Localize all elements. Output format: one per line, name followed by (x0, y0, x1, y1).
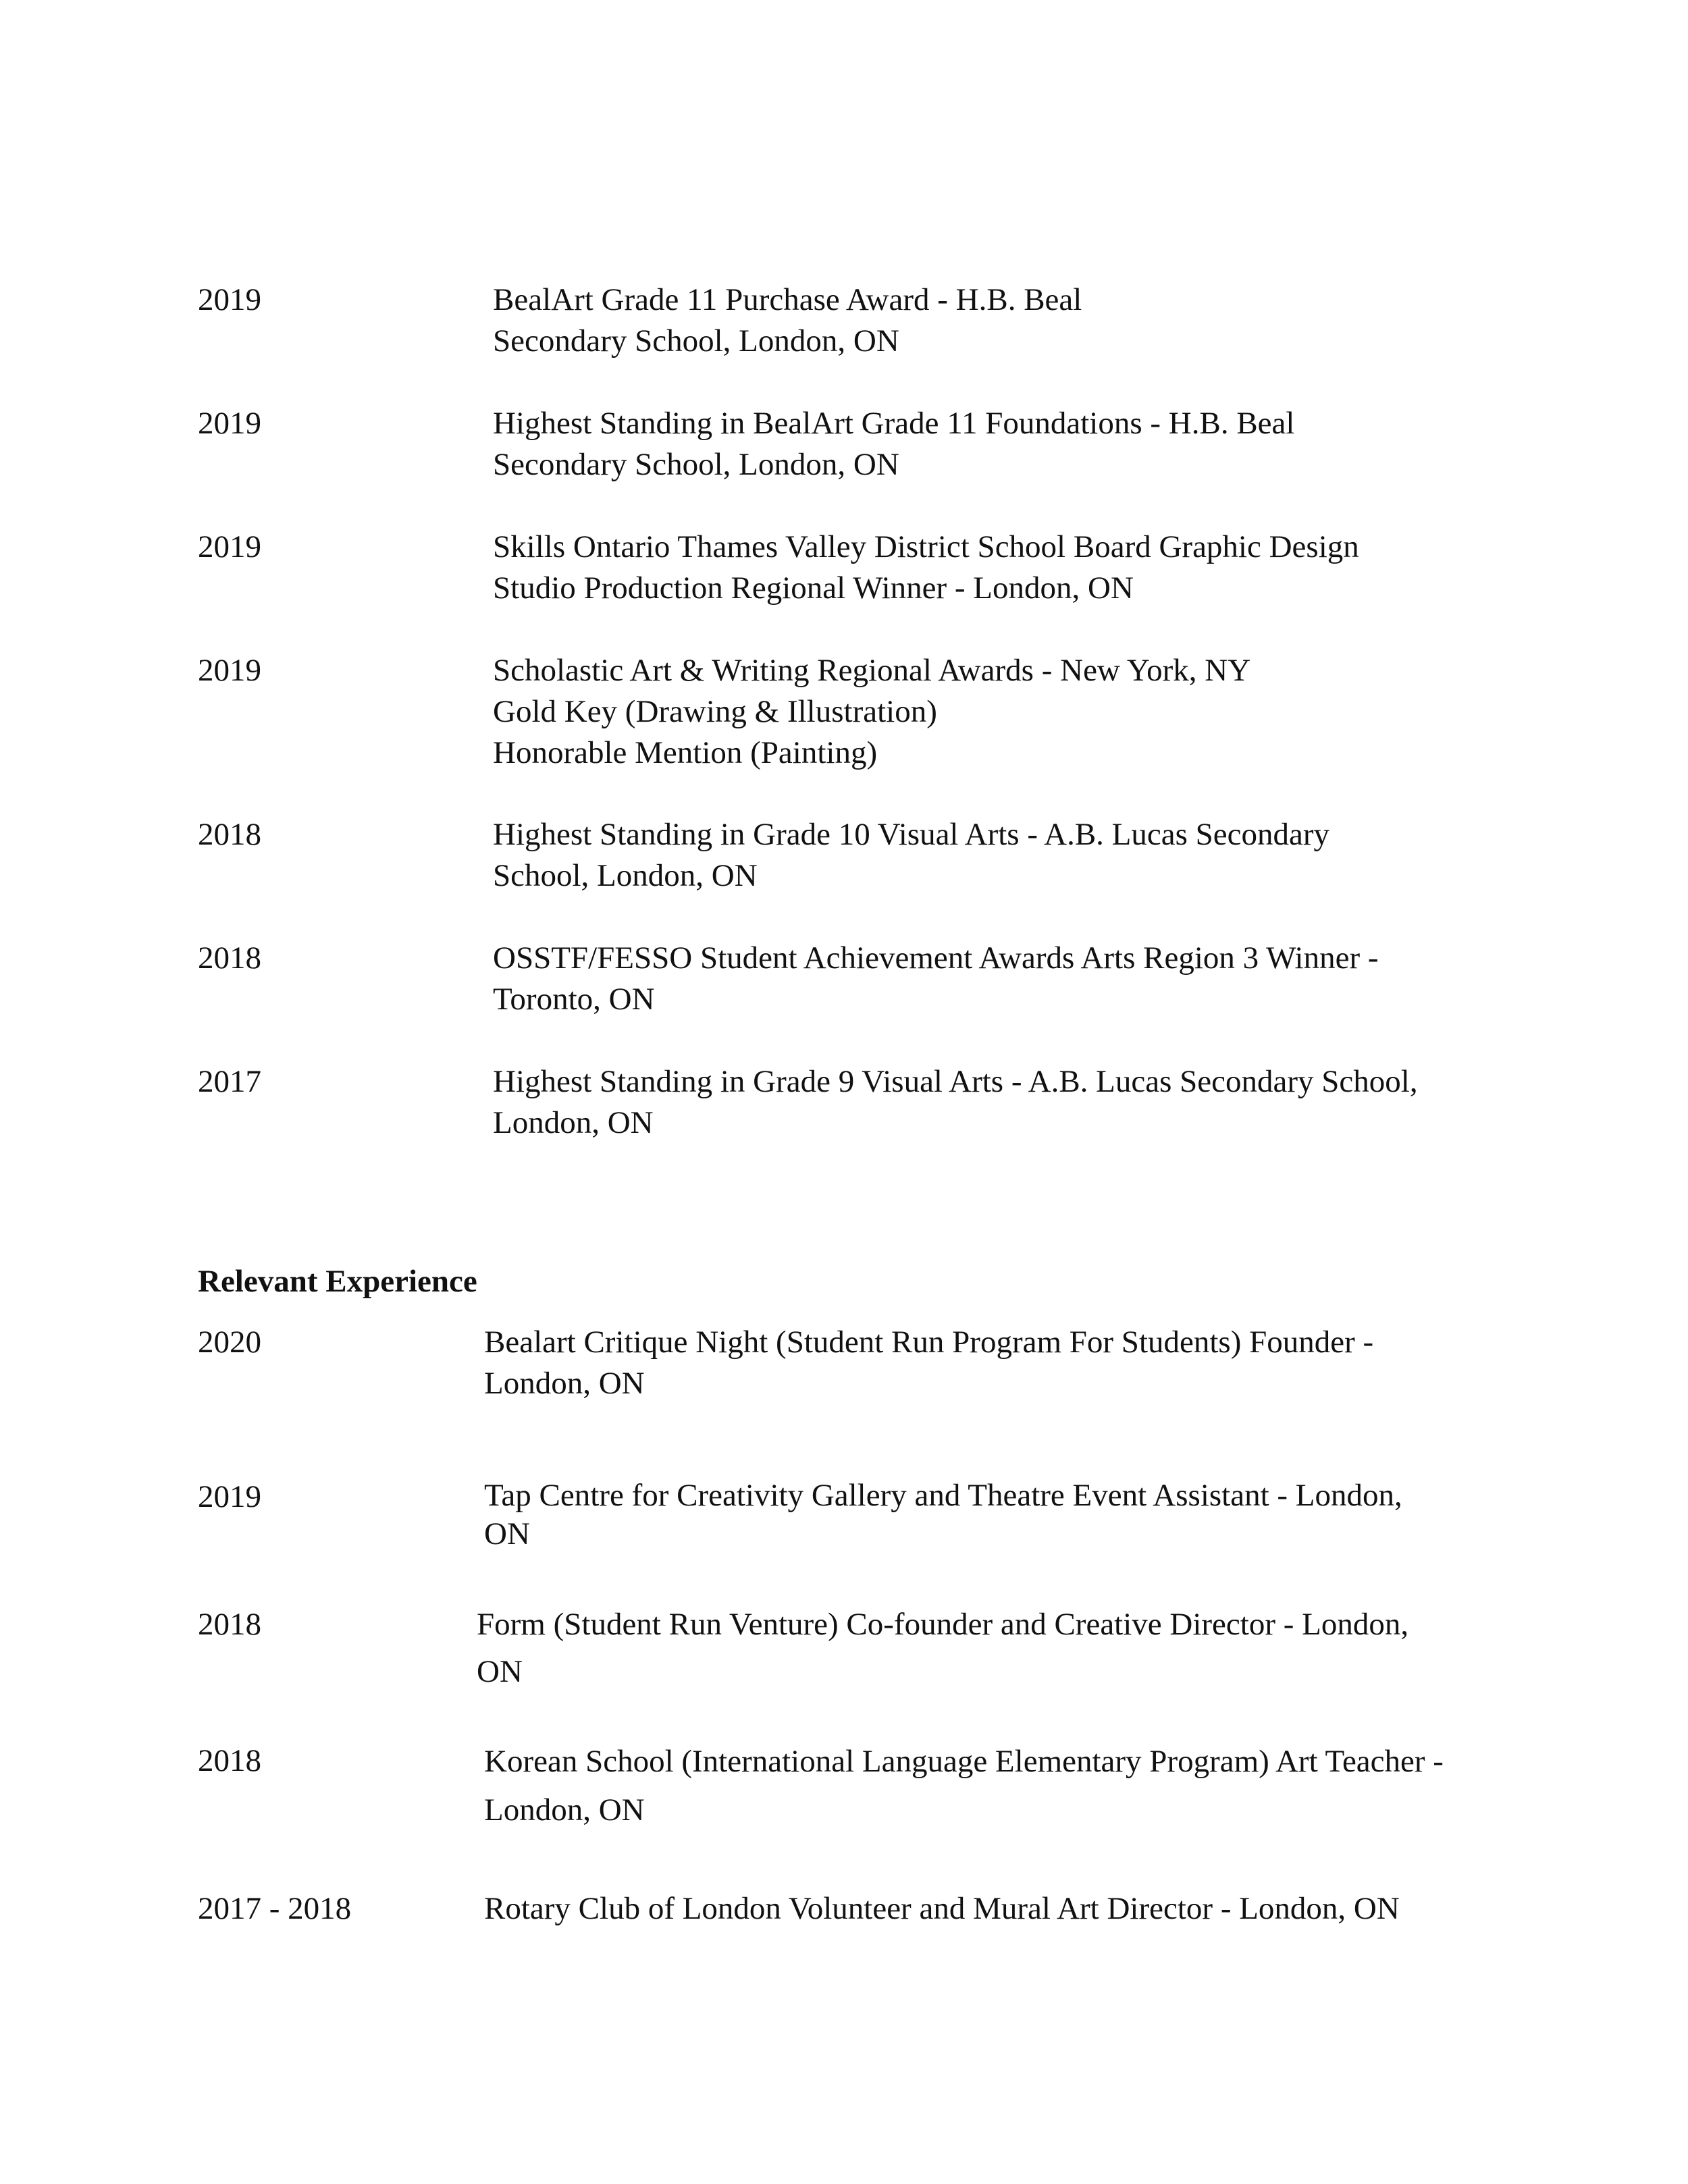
experience-year: 2017 - 2018 (198, 1891, 352, 1926)
award-line: Scholastic Art & Writing Regional Awards - New York, NY (493, 653, 1251, 688)
award-description (493, 279, 1506, 362)
experience-line: Form (Student Run Venture) Co-founder and Creative Director - London, (477, 1607, 1409, 1642)
award-year: 2017 (198, 1064, 261, 1099)
award-line: Honorable Mention (Painting) (493, 735, 878, 770)
experience-line: ON (477, 1654, 523, 1689)
award-line: Highest Standing in Grade 10 Visual Arts - A.B. Lucas Secondary (493, 817, 1330, 852)
award-description (493, 938, 1506, 1020)
award-line: Highest Standing in Grade 9 Visual Arts - A.B. Lucas Secondary School, (493, 1064, 1418, 1099)
award-year: 2019 (198, 282, 261, 317)
experience-line: ON (484, 1516, 530, 1551)
award-line: Highest Standing in BealArt Grade 11 Foundations - H.B. Beal (493, 406, 1295, 441)
experience-description (484, 1322, 1497, 1404)
experience-description (484, 1476, 1497, 1553)
award-description (493, 814, 1506, 897)
award-year: 2019 (198, 406, 261, 441)
award-year: 2019 (198, 529, 261, 564)
experience-year: 2020 (198, 1325, 261, 1360)
award-line: OSSTF/FESSO Student Achievement Awards Arts Region 3 Winner - (493, 940, 1379, 976)
award-line: Skills Ontario Thames Valley District School Board Graphic Design (493, 529, 1359, 564)
experience-year: 2019 (198, 1479, 261, 1514)
experience-line: London, ON (484, 1366, 645, 1401)
award-description (493, 527, 1506, 609)
award-year: 2019 (198, 653, 261, 688)
experience-description (484, 1737, 1497, 1834)
experience-line: London, ON (484, 1792, 645, 1828)
award-line: BealArt Grade 11 Purchase Award - H.B. Beal (493, 282, 1082, 317)
experience-description (477, 1601, 1489, 1695)
experience-line: Tap Centre for Creativity Gallery and Theatre Event Assistant - London, (484, 1478, 1402, 1513)
award-description (493, 403, 1506, 485)
experience-year: 2018 (198, 1607, 261, 1642)
experience-line: Rotary Club of London Volunteer and Mural Art Director - London, ON (484, 1891, 1400, 1926)
award-line: Secondary School, London, ON (493, 323, 899, 358)
award-description (493, 1061, 1506, 1144)
award-description (493, 650, 1506, 774)
experience-line: Bealart Critique Night (Student Run Program For Students) Founder - (484, 1325, 1374, 1360)
award-line: Gold Key (Drawing & Illustration) (493, 694, 937, 729)
award-line: London, ON (493, 1105, 654, 1140)
experience-line: Korean School (International Language Elementary Program) Art Teacher - (484, 1744, 1444, 1779)
experience-description (484, 1888, 1497, 1929)
award-year: 2018 (198, 940, 261, 976)
section-heading-experience: Relevant Experience (198, 1264, 477, 1299)
award-line: Studio Production Regional Winner - London, ON (493, 570, 1134, 606)
award-year: 2018 (198, 817, 261, 852)
experience-year: 2018 (198, 1743, 261, 1778)
award-line: Secondary School, London, ON (493, 447, 899, 482)
award-line: Toronto, ON (493, 982, 655, 1017)
award-line: School, London, ON (493, 858, 758, 893)
